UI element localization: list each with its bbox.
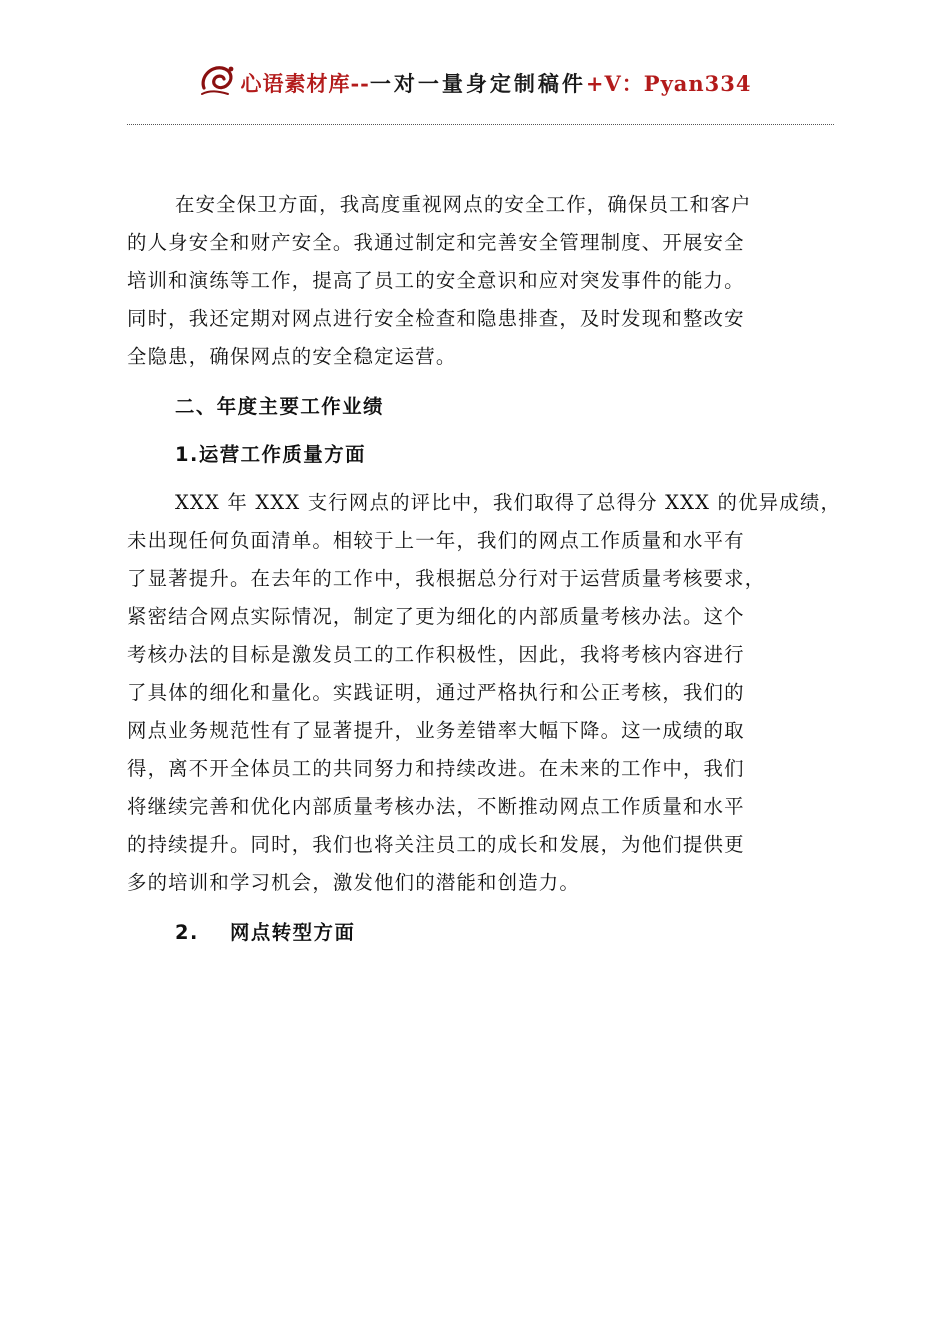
header-divider	[127, 124, 834, 125]
header-brand: 心语素材库	[240, 71, 351, 96]
paragraph-line: 多的培训和学习机会，激发他们的潜能和创造力。	[127, 871, 580, 894]
paragraph-line: 全隐患，确保网点的安全稳定运营。	[127, 345, 457, 368]
document-body	[127, 186, 842, 952]
paragraph-line: 了显著提升。在去年的工作中，我根据总分行对于运营质量考核要求，	[127, 567, 766, 590]
subsection-number: 2.	[175, 921, 199, 944]
paragraph-line: 同时，我还定期对网点进行安全检查和隐患排查，及时发现和整改安	[127, 307, 745, 330]
subsection-heading-2-1: 1.运营工作质量方面	[175, 443, 366, 466]
header-slogan: 一对一量身定制稿件	[369, 71, 586, 96]
header-contact-prefix: +V：	[585, 71, 644, 96]
paragraph-line: 考核办法的目标是激发员工的工作积极性，因此，我将考核内容进行	[127, 643, 745, 666]
paragraph-line: 未出现任何负面清单。相较于上一年，我们的网点工作质量和水平有	[127, 529, 745, 552]
subsection-title: 网点转型方面	[230, 921, 356, 944]
section-heading-2: 二、年度主要工作业绩	[175, 395, 384, 418]
paragraph-line: 网点业务规范性有了显著提升，业务差错率大幅下降。这一成绩的取	[127, 719, 745, 742]
paragraph-line: 将继续完善和优化内部质量考核办法，不断推动网点工作质量和水平	[127, 795, 745, 818]
paragraph-line: 得，离不开全体员工的共同努力和持续改进。在未来的工作中，我们	[127, 757, 745, 780]
page-header	[0, 58, 950, 108]
paragraph-line: 了具体的细化和量化。实践证明，通过严格执行和公正考核，我们的	[127, 681, 745, 704]
paragraph-quality	[127, 484, 842, 902]
paragraph-line: 的持续提升。同时，我们也将关注员工的成长和发展，为他们提供更	[127, 833, 745, 856]
paragraph-line: 紧密结合网点实际情况，制定了更为细化的内部质量考核办法。这个	[127, 605, 745, 628]
header-title	[240, 68, 751, 98]
paragraph-security	[127, 186, 842, 376]
paragraph-line: XXX 年 XXX 支行网点的评比中，我们取得了总得分 XXX 的优异成绩，	[175, 491, 842, 514]
paragraph-line: 在安全保卫方面，我高度重视网点的安全工作，确保员工和客户	[175, 193, 752, 216]
swirl-logo-icon	[198, 60, 238, 100]
header-dash: --	[350, 71, 370, 96]
subsection-heading-2-2	[127, 914, 842, 952]
paragraph-line: 的人身安全和财产安全。我通过制定和完善安全管理制度、开展安全	[127, 231, 745, 254]
header-contact-id: Pyan334	[643, 71, 752, 96]
paragraph-line: 培训和演练等工作，提高了员工的安全意识和应对突发事件的能力。	[127, 269, 745, 292]
